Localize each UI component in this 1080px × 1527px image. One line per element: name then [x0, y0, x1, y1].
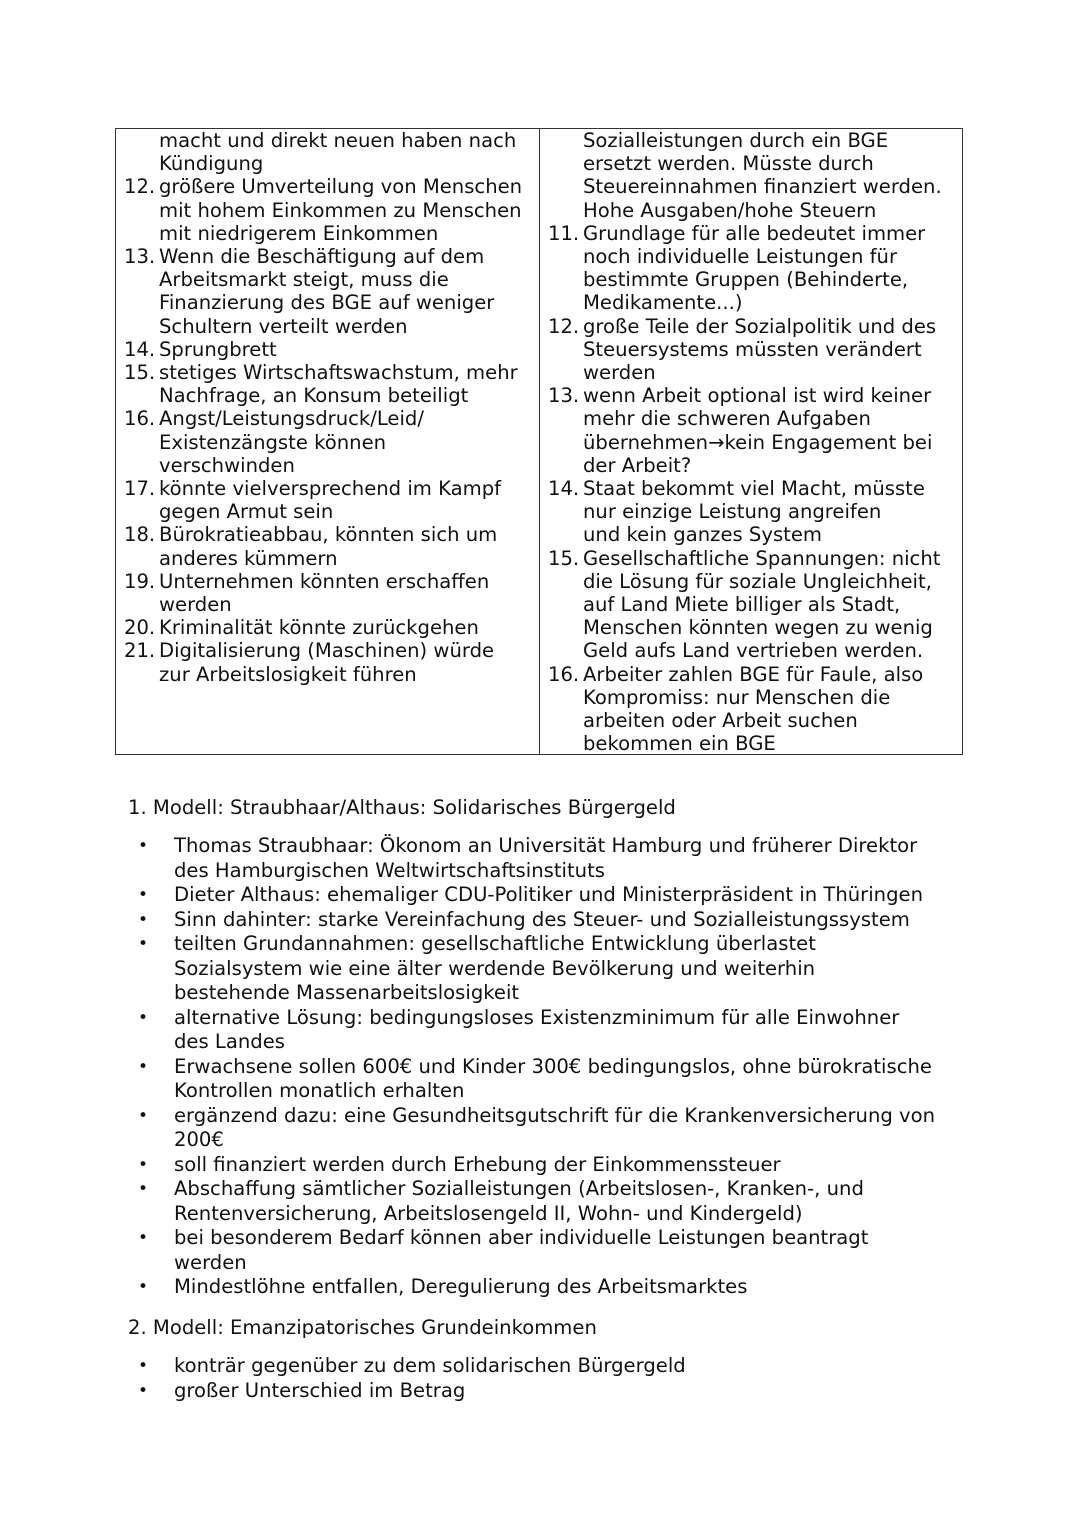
item-number: 13.	[548, 384, 580, 408]
item-text	[583, 315, 958, 385]
bullet-item	[128, 1275, 958, 1300]
item-number: 21.	[124, 639, 156, 663]
bullet-line: großer Unterschied im Betrag	[174, 1378, 466, 1402]
bullet-item	[128, 883, 958, 908]
bullet-text	[174, 1226, 958, 1275]
list-item	[124, 338, 535, 361]
item-line: größere Umverteilung von Menschen	[159, 175, 523, 199]
item-text	[159, 407, 535, 477]
item-line: Geld aufs Land vertrieben werden.	[583, 639, 924, 663]
item-line: Gesellschaftliche Spannungen: nicht	[583, 546, 941, 570]
bullet-dot-icon: •	[138, 1228, 149, 1248]
item-text	[159, 245, 535, 338]
bullet-item	[128, 1006, 958, 1055]
list-item	[124, 245, 535, 338]
item-text	[159, 175, 535, 245]
item-text	[583, 477, 958, 547]
bullet-line: des Landes	[174, 1030, 285, 1053]
bullet-line: Abschaffung sämtlicher Sozialleistungen (Arbeitslosen-, Kranken-, und	[174, 1177, 864, 1200]
continuation-line: Kündigung	[159, 152, 264, 176]
list-item	[124, 407, 535, 477]
item-number: 15.	[548, 546, 580, 570]
item-number: 13.	[124, 245, 156, 269]
bullet-text	[174, 1275, 958, 1300]
bullet-text	[174, 883, 958, 908]
list-item	[548, 315, 958, 385]
item-line: mehr die schweren Aufgaben	[583, 407, 871, 431]
list-item	[124, 477, 535, 523]
pro-contra-table	[115, 128, 963, 755]
bullet-line: Mindestlöhne entfallen, Deregulierung des Arbeitsmarktes	[174, 1275, 748, 1298]
list-item	[548, 384, 958, 477]
pro-column	[116, 129, 539, 754]
bullet-text	[174, 1055, 958, 1104]
item-line: Grundlage für alle bedeutet immer	[583, 221, 926, 245]
item-text	[159, 477, 535, 523]
bullet-dot-icon: •	[138, 836, 149, 856]
item-line: mit niedrigerem Einkommen	[159, 221, 439, 245]
bullet-dot-icon: •	[138, 1056, 149, 1077]
item-line: der Arbeit?	[583, 453, 692, 477]
item-line: Kriminalität könnte zurückgehen	[159, 616, 479, 640]
bullet-line: Thomas Straubhaar: Ökonom an Universität Hamburg und früherer Direktor	[174, 834, 918, 857]
bullet-line: soll finanziert werden durch Erhebung der Einkommenssteuer	[174, 1152, 781, 1176]
item-text	[583, 222, 958, 315]
bullet-item	[128, 1177, 958, 1226]
bullet-dot-icon: •	[138, 885, 149, 905]
item-line: werden	[583, 361, 656, 385]
pro-list	[124, 175, 535, 685]
bullet-dot-icon: •	[138, 1277, 149, 1297]
item-number: 12.	[548, 314, 580, 338]
model2-bullet-list	[128, 1354, 958, 1403]
item-text	[583, 384, 958, 477]
list-item	[124, 616, 535, 639]
bullet-item	[128, 1153, 958, 1178]
item-line: Bürokratieabbau, könnten sich um	[159, 523, 498, 547]
item-line: nur einzige Leistung angreifen	[583, 500, 882, 524]
contra-list	[548, 222, 958, 754]
item-number: 11.	[548, 221, 580, 245]
bullet-item	[128, 908, 958, 933]
item-line: stetiges Wirtschaftswachstum, mehr	[159, 361, 518, 385]
list-item	[124, 639, 535, 685]
item-line: Medikamente...)	[583, 291, 743, 315]
item-line: große Teile der Sozialpolitik und des	[583, 314, 937, 338]
item-line: noch individuelle Leistungen für	[583, 245, 897, 269]
model1-title: 1. Modell: Straubhaar/Althaus: Solidarisches Bürgergeld	[128, 796, 676, 819]
item-line: bekommen ein BGE	[583, 732, 776, 754]
item-line: verschwinden	[159, 453, 295, 477]
item-line: werden	[159, 593, 232, 617]
bullet-line: bestehende Massenarbeitslosigkeit	[174, 981, 520, 1004]
bullet-line: Erwachsene sollen 600€ und Kinder 300€ bedingungslos, ohne bürokratische	[174, 1054, 932, 1078]
bullet-line: Sinn dahinter: starke Vereinfachung des Steuer- und Sozialleistungssystem	[174, 907, 910, 931]
bullet-text	[174, 1354, 958, 1379]
item-line: Menschen könnten wegen zu wenig	[583, 616, 933, 640]
item-line: Steuersystems müssten verändert	[583, 337, 922, 361]
bullet-dot-icon: •	[138, 1105, 149, 1126]
item-line: Schultern verteilt werden	[159, 314, 408, 338]
item-line: Staat bekommt viel Macht, müsste	[583, 477, 925, 501]
item-number: 12.	[124, 175, 156, 199]
item-number: 18.	[124, 523, 156, 547]
bullet-dot-icon: •	[138, 934, 149, 954]
bullet-text	[174, 932, 958, 1006]
item-text	[583, 663, 958, 754]
bullet-text	[174, 1006, 958, 1055]
contra-column	[539, 129, 962, 754]
continuation-line: macht und direkt neuen haben nach	[159, 129, 517, 152]
item-line: anderes kümmern	[159, 546, 338, 570]
list-item	[548, 547, 958, 663]
item-number: 16.	[124, 407, 156, 431]
bullet-dot-icon: •	[138, 909, 149, 930]
list-item	[548, 477, 958, 547]
item-line: Arbeiter zahlen BGE für Faule, also	[583, 662, 924, 686]
list-item	[124, 175, 535, 245]
list-item	[548, 222, 958, 315]
item-text	[159, 639, 535, 685]
item-text	[583, 547, 958, 663]
item-line: Existenzängste können	[159, 430, 387, 454]
model2-title: 2. Modell: Emanzipatorisches Grundeinkommen	[128, 1316, 597, 1339]
item-line: die Lösung für soziale Ungleichheit,	[583, 569, 932, 593]
item-line: bestimmte Gruppen (Behinderte,	[583, 268, 909, 292]
item-line: Arbeitsmarkt steigt, muss die	[159, 268, 449, 292]
item-line: Unternehmen könnten erschaffen	[159, 569, 490, 593]
item-line: Wenn die Beschäftigung auf dem	[159, 245, 485, 269]
bullet-dot-icon: •	[138, 1380, 149, 1401]
item-number: 20.	[124, 616, 156, 640]
bullet-item	[128, 1354, 958, 1379]
bullet-item	[128, 1055, 958, 1104]
item-line: Digitalisierung (Maschinen) würde	[159, 639, 495, 663]
bullet-line: teilten Grundannahmen: gesellschaftliche Entwicklung überlastet	[174, 932, 816, 955]
model1-bullet-list	[128, 834, 958, 1300]
bullet-text	[174, 1177, 958, 1226]
list-item	[548, 663, 958, 754]
item-number: 17.	[124, 477, 156, 501]
list-item	[124, 570, 535, 616]
item-number: 16.	[548, 662, 580, 686]
item-number: 14.	[124, 337, 156, 361]
bullet-item	[128, 932, 958, 1006]
item-number: 15.	[124, 361, 156, 385]
item-line: Angst/Leistungsdruck/Leid/	[159, 407, 424, 431]
bullet-line: Rentenversicherung, Arbeitslosengeld II, Wohn- und Kindergeld)	[174, 1201, 803, 1225]
item-line: zur Arbeitslosigkeit führen	[159, 662, 417, 686]
bullet-text	[174, 1379, 958, 1404]
bullet-line: alternative Lösung: bedingungsloses Existenzminimum für alle Einwohner	[174, 1005, 900, 1029]
bullet-text	[174, 1104, 958, 1153]
item-line: mit hohem Einkommen zu Menschen	[159, 198, 522, 222]
item-line: arbeiten oder Arbeit suchen	[583, 709, 858, 733]
bullet-item	[128, 1104, 958, 1153]
bullet-dot-icon: •	[138, 1007, 149, 1028]
item-line: Sprungbrett	[159, 337, 277, 361]
bullet-line: Sozialsystem wie eine älter werdende Bevölkerung und weiterhin	[174, 956, 816, 980]
continuation-line: Steuereinnahmen finanziert werden.	[583, 175, 942, 199]
bullet-line: 200€	[174, 1128, 224, 1151]
bullet-item	[128, 834, 958, 883]
item-line: auf Land Miete billiger als Stadt,	[583, 593, 901, 617]
item-text	[159, 338, 535, 361]
item-line: könnte vielversprechend im Kampf	[159, 477, 502, 501]
bullet-line: werden	[174, 1250, 247, 1274]
pro-continuation	[124, 129, 535, 175]
item-text	[159, 361, 535, 407]
bullet-item	[128, 1226, 958, 1275]
item-line: Kompromiss: nur Menschen die	[583, 685, 891, 709]
bullet-dot-icon: •	[138, 1356, 149, 1376]
item-number: 19.	[124, 569, 156, 593]
bullet-line: des Hamburgischen Weltwirtschaftsinstituts	[174, 858, 605, 882]
item-line: und kein ganzes System	[583, 523, 822, 547]
bullet-line: Dieter Althaus: ehemaliger CDU-Politiker und Ministerpräsident in Thüringen	[174, 883, 924, 906]
bullet-dot-icon: •	[138, 1179, 149, 1199]
item-text	[159, 570, 535, 616]
list-item	[124, 361, 535, 407]
bullet-text	[174, 908, 958, 933]
bullet-text	[174, 1153, 958, 1178]
item-text	[159, 616, 535, 639]
bullet-line: Kontrollen monatlich erhalten	[174, 1079, 465, 1102]
item-text	[159, 523, 535, 569]
list-item	[124, 523, 535, 569]
bullet-line: bei besonderem Bedarf können aber individuelle Leistungen beantragt	[174, 1226, 869, 1249]
bullet-item	[128, 1379, 958, 1404]
item-line: wenn Arbeit optional ist wird keiner	[583, 384, 932, 408]
item-line: Nachfrage, an Konsum beteiligt	[159, 384, 469, 408]
bullet-text	[174, 834, 958, 883]
contra-continuation	[548, 129, 958, 222]
item-line: Finanzierung des BGE auf weniger	[159, 291, 495, 315]
bullet-line: ergänzend dazu: eine Gesundheitsgutschrift für die Krankenversicherung von	[174, 1103, 936, 1127]
continuation-line: Hohe Ausgaben/hohe Steuern	[583, 198, 877, 222]
item-number: 14.	[548, 477, 580, 501]
item-line: gegen Armut sein	[159, 500, 334, 524]
continuation-line: ersetzt werden. Müsste durch	[583, 152, 874, 176]
bullet-dot-icon: •	[138, 1154, 149, 1175]
continuation-line: Sozialleistungen durch ein BGE	[583, 129, 889, 152]
bullet-line: konträr gegenüber zu dem solidarischen Bürgergeld	[174, 1354, 686, 1377]
item-line: übernehmen→kein Engagement bei	[583, 430, 933, 454]
